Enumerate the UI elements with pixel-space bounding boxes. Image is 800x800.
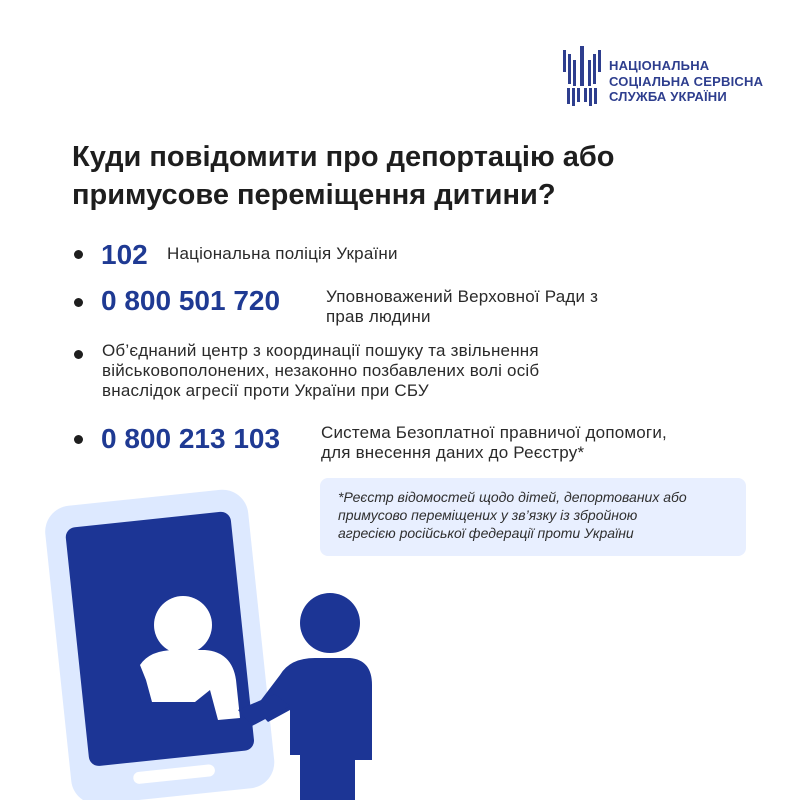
- logo-line: НАЦІОНАЛЬНА: [609, 58, 710, 73]
- contact-description: [321, 423, 667, 463]
- desc-line: Національна поліція України: [167, 244, 398, 263]
- note-line: агресією російської федерації проти України: [338, 525, 634, 541]
- title-line: примусове переміщення дитини?: [72, 179, 556, 211]
- desc-line: Об’єднаний центр з координації пошуку та звільнення: [102, 341, 539, 360]
- desc-line: для внесення даних до Реєстру*: [321, 443, 585, 462]
- page-title: [72, 138, 752, 214]
- bullet: [74, 250, 83, 259]
- logo-text: [609, 58, 763, 105]
- desc-line: прав людини: [326, 307, 431, 326]
- desc-line: військовополонених, незаконно позбавлених волі осіб: [102, 361, 540, 380]
- note-line: *Реєстр відомостей щодо дітей, депортованих або: [338, 489, 687, 505]
- phone-number[interactable]: 102: [101, 239, 148, 270]
- phone-illustration: [0, 480, 420, 800]
- bullet: [74, 435, 83, 444]
- contact-description: [167, 244, 398, 264]
- desc-line: Уповноважений Верховної Ради з: [326, 287, 599, 306]
- trident-logo-icon: [561, 44, 603, 108]
- bullet: [74, 298, 83, 307]
- contact-description: [326, 287, 598, 327]
- desc-line: внаслідок агресії проти України при СБУ: [102, 381, 429, 400]
- logo-line: СЛУЖБА УКРАЇНИ: [609, 89, 727, 104]
- desc-line: Система Безоплатної правничої допомоги,: [321, 423, 667, 442]
- title-line: Куди повідомити про депортацію або: [72, 141, 615, 173]
- phone-number[interactable]: 0 800 501 720: [101, 285, 281, 316]
- phone-body: [43, 487, 277, 800]
- contact-description: [102, 341, 539, 401]
- phone-number[interactable]: 0 800 213 103: [101, 423, 281, 454]
- logo-line: СОЦІАЛЬНА СЕРВІСНА: [609, 73, 764, 89]
- bullet: [74, 350, 83, 359]
- nssu-logo: [561, 44, 771, 108]
- note-line: примусово переміщених у зв’язку із збройною: [338, 507, 638, 523]
